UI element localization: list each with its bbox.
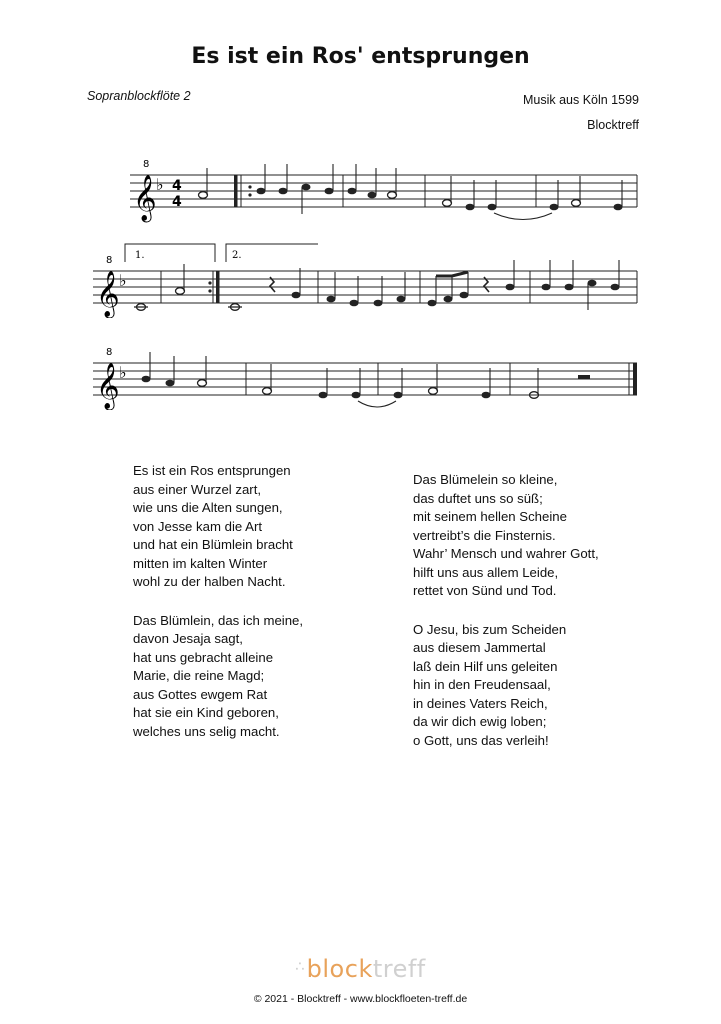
- time-sig-bottom: 4: [172, 194, 182, 210]
- logo-text-block: block: [306, 955, 373, 983]
- staff-1: [0, 150, 721, 225]
- instrument-label: Sopranblockflöte 2: [87, 89, 191, 103]
- lyric-line: mit seinem hellen Scheine: [413, 509, 567, 524]
- lyric-line: Das Blümelein so kleine,: [413, 472, 558, 487]
- lyric-line: wohl zu der halben Nacht.: [133, 574, 286, 589]
- stanza-2: [133, 612, 393, 742]
- lyrics-left-column: [133, 462, 393, 761]
- treble-clef-icon: 𝄞: [96, 271, 120, 317]
- flat-icon: ♭: [156, 175, 164, 194]
- lyric-line: Das Blümlein, das ich meine,: [133, 612, 304, 628]
- lyric-line: hat uns gebracht alleine: [133, 649, 274, 665]
- stanza-1: [133, 462, 393, 592]
- staff-2: [0, 238, 721, 318]
- logo-dots-icon: ∴: [295, 959, 305, 975]
- lyric-line: aus diesem Jammertal: [413, 640, 546, 655]
- blocktreff-logo: [0, 955, 721, 983]
- lyric-line: hat sie ein Kind geboren,: [133, 705, 279, 720]
- lyrics-right-column: [413, 471, 673, 770]
- clef-octave: 8: [143, 159, 150, 170]
- lyric-line: da wir dich ewig loben;: [413, 714, 547, 729]
- lyric-line: wie uns die Alten sungen,: [133, 500, 283, 515]
- staff-2-notation: [0, 238, 721, 318]
- staff-1-notation: [0, 150, 721, 225]
- tie: [358, 401, 396, 407]
- lyric-line: in deines Vaters Reich,: [413, 695, 548, 711]
- lyric-line: aus einer Wurzel zart,: [133, 481, 262, 497]
- clef-octave: 8: [106, 347, 113, 358]
- staff-3: [0, 338, 721, 410]
- arranger-credit: Blocktreff: [587, 118, 639, 132]
- staff-3-notation: [0, 338, 721, 410]
- half-rest-icon: [578, 375, 590, 379]
- beam: [436, 272, 468, 276]
- flat-icon: ♭: [119, 271, 127, 290]
- volta-2: 2.: [232, 250, 242, 261]
- lyric-line: und hat ein Blümlein bracht: [133, 537, 293, 552]
- logo-text-treff: treff: [372, 955, 426, 983]
- page-title: Es ist ein Ros' entsprungen: [191, 44, 530, 69]
- stanza-4: [413, 621, 673, 751]
- lyric-line: welches uns selig macht.: [133, 723, 280, 739]
- treble-clef-icon: 𝄞: [96, 363, 120, 409]
- lyric-line: hilft uns aus allem Leide,: [413, 564, 559, 580]
- flat-icon: ♭: [119, 363, 127, 382]
- lyric-line: Marie, die reine Magd;: [133, 668, 265, 683]
- stanza-3: [413, 471, 673, 601]
- footer-copyright: © 2021 - Blocktreff - www.blockfloeten-treff.de: [253, 993, 468, 1005]
- composer-credit: Musik aus Köln 1599: [522, 93, 639, 107]
- lyric-line: davon Jesaja sagt,: [133, 631, 243, 646]
- clef-octave: 8: [106, 255, 113, 266]
- lyric-line: hin in den Freudensaal,: [413, 677, 551, 692]
- lyric-line: Wahr’ Mensch und wahrer Gott,: [413, 546, 599, 561]
- credits: [523, 88, 639, 138]
- treble-clef-icon: 𝄞: [133, 175, 157, 221]
- lyric-line: O Jesu, bis zum Scheiden: [413, 621, 567, 637]
- lyric-line: laß dein Hilf uns geleiten: [413, 658, 558, 674]
- lyric-line: von Jesse kam die Art: [133, 518, 263, 534]
- tie: [494, 213, 552, 220]
- lyric-line: das duftet uns so süß;: [413, 490, 543, 506]
- lyric-line: vertreibt’s die Finsternis.: [413, 527, 556, 543]
- lyric-line: aus Gottes ewgem Rat: [133, 686, 268, 702]
- lyric-line: rettet von Sünd und Tod.: [413, 583, 557, 598]
- lyric-line: o Gott, uns das verleih!: [413, 732, 549, 748]
- time-sig-top: 4: [172, 178, 182, 194]
- lyric-line: mitten im kalten Winter: [133, 555, 268, 571]
- volta-1: 1.: [135, 250, 145, 261]
- lyric-line: Es ist ein Ros entsprungen: [133, 463, 291, 478]
